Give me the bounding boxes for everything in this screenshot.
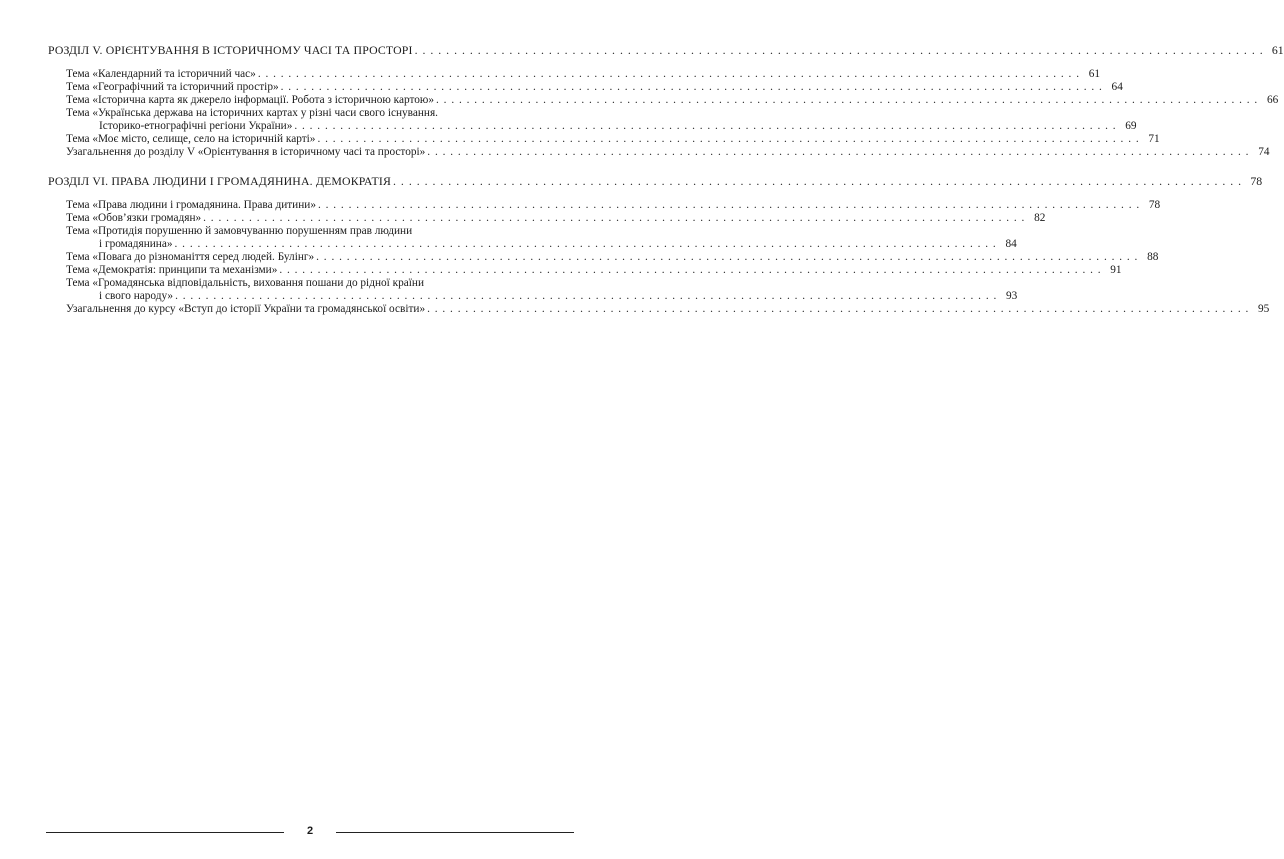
leader-dots <box>427 146 1249 159</box>
leader-dots <box>415 44 1264 57</box>
leader-dots <box>258 68 1080 81</box>
toc-topic-entry[interactable] <box>66 225 1017 251</box>
leader-dots <box>317 133 1139 146</box>
toc-topic-entry[interactable] <box>66 81 1123 94</box>
section-page-number: 78 <box>1250 174 1263 188</box>
toc-section-heading[interactable] <box>48 174 1263 188</box>
toc-section <box>48 43 1284 159</box>
section-title: РОЗДІЛ VI. ПРАВА ЛЮДИНИ І ГРОМАДЯНИНА. ДЕМОКРАТІЯ <box>48 174 392 188</box>
toc-topic-entry[interactable] <box>66 212 1046 225</box>
leader-dots <box>203 212 1025 225</box>
topic-title: Тема «Моє місто, селище, село на історичній карті» <box>66 133 316 145</box>
leader-dots <box>427 303 1249 316</box>
topic-title-line: Історико-етнографічні регіони України» <box>99 120 293 132</box>
leader-dots <box>393 175 1242 188</box>
topic-title-line: Тема «Українська держава на історичних картах у різні часи свого існування. <box>66 107 438 119</box>
leader-dots <box>175 238 997 251</box>
toc-topic-entry[interactable] <box>66 94 1279 107</box>
topic-page-number: 61 <box>1088 68 1101 80</box>
leader-dots <box>436 94 1258 107</box>
toc-topic-entry[interactable] <box>66 277 1018 303</box>
toc-section <box>48 174 1270 316</box>
topic-title: Тема «Повага до різноманіття серед людей. Булінг» <box>66 251 315 263</box>
topic-page-number: 95 <box>1258 303 1270 315</box>
leader-dots <box>279 264 1101 277</box>
topic-title-line: Тема «Громадянська відповідальність, виховання пошани до рідної країни <box>66 277 424 289</box>
topic-title: Тема «Демократія: принципи та механізми» <box>66 264 278 276</box>
section-title: РОЗДІЛ V. ОРІЄНТУВАННЯ В ІСТОРИЧНОМУ ЧАСІ ТА ПРОСТОРІ <box>48 43 413 57</box>
topic-title-line: і свого народу» <box>99 290 174 302</box>
page-number: 2 <box>306 825 314 837</box>
topic-page-number: 74 <box>1258 146 1270 158</box>
topic-page-number: 69 <box>1125 120 1137 132</box>
section-page-number: 61 <box>1271 43 1284 57</box>
toc-topic-entry[interactable] <box>66 199 1161 212</box>
toc-topic-entry[interactable] <box>66 68 1101 81</box>
page-footer <box>46 827 574 839</box>
topic-page-number: 84 <box>1005 238 1017 250</box>
toc-summary-entry[interactable] <box>66 146 1270 159</box>
toc-topic-entry[interactable] <box>66 264 1122 277</box>
toc-section-heading[interactable] <box>48 43 1284 57</box>
topic-title: Тема «Обов’язки громадян» <box>66 212 202 224</box>
topic-page-number: 88 <box>1147 251 1159 263</box>
topic-title-line: і громадянина» <box>99 238 173 250</box>
leader-dots <box>281 81 1103 94</box>
toc-topic-entry[interactable] <box>66 133 1160 146</box>
table-of-contents <box>48 43 1284 332</box>
topic-page-number: 78 <box>1148 199 1161 211</box>
toc-topic-entry[interactable] <box>66 107 1137 133</box>
topic-page-number: 71 <box>1148 133 1160 145</box>
topic-page-number: 64 <box>1111 81 1123 93</box>
topic-page-number: 93 <box>1006 290 1018 302</box>
leader-dots <box>318 199 1140 212</box>
topic-title: Узагальнення до розділу V «Орієнтування в історичному часі та просторі» <box>66 146 426 158</box>
topic-page-number: 82 <box>1034 212 1046 224</box>
leader-dots <box>316 251 1138 264</box>
topic-page-number: 66 <box>1266 94 1279 106</box>
topic-page-number: 91 <box>1110 264 1122 276</box>
leader-dots <box>175 290 997 303</box>
footer-rule-right <box>336 832 574 833</box>
topic-title: Тема «Календарний та історичний час» <box>66 68 256 80</box>
toc-topic-entry[interactable] <box>66 251 1159 264</box>
topic-title: Тема «Історична карта як джерело інформації. Робота з історичною картою» <box>66 94 435 106</box>
leader-dots <box>294 120 1116 133</box>
topic-title: Тема «Права людини і громадянина. Права дитини» <box>66 199 316 211</box>
topic-title: Узагальнення до курсу «Вступ до історії України та громадянської освіти» <box>66 303 426 315</box>
toc-summary-entry[interactable] <box>66 303 1270 316</box>
topic-title: Тема «Географічний та історичний простір» <box>66 81 279 93</box>
topic-title-line: Тема «Протидія порушенню й замовчуванню порушенням прав людини <box>66 225 413 237</box>
